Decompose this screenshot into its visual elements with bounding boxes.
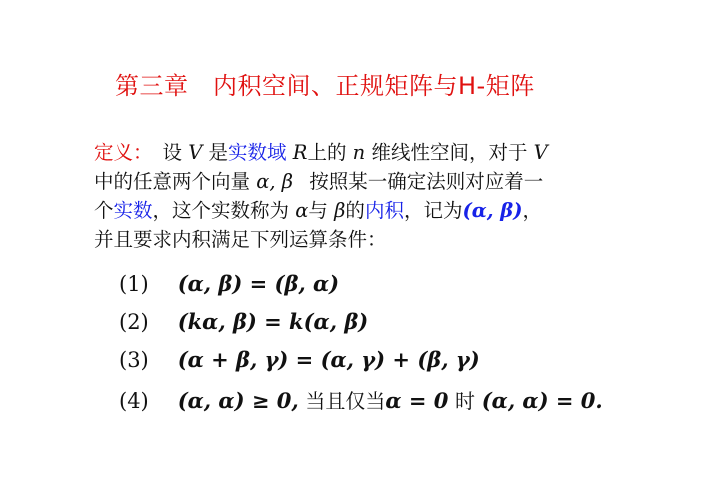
symbol-alpha: α [295, 199, 309, 222]
symbol-R: R [292, 141, 308, 164]
symbol-n: n [352, 141, 366, 164]
text: 是 [208, 141, 229, 164]
condition-1 [119, 271, 603, 309]
symbol-beta: β [334, 199, 346, 222]
condition-3 [119, 347, 603, 385]
text: 上的 [307, 141, 347, 164]
slide-title: 第三章 内积空间、正规矩阵与H-矩阵 [115, 72, 535, 100]
condition-expression: (α + β, γ) = (α, γ) + (β, γ) [177, 347, 480, 372]
definition-block [94, 138, 654, 254]
text: 的 [345, 199, 365, 222]
condition-text: 当且仅当 [305, 389, 386, 413]
text: 按照某一确定法则对应着一 [309, 170, 544, 193]
text: 设 [162, 141, 183, 164]
text: 中的任意两个向量 [94, 170, 251, 193]
condition-expression: (α, α) ≥ 0, [177, 388, 299, 413]
condition-2 [119, 309, 603, 347]
definition-line-3 [94, 196, 654, 225]
text: ，记为 [403, 199, 463, 222]
text: 与 [308, 199, 328, 222]
text: ， [522, 199, 542, 222]
condition-number: (4) [119, 389, 149, 413]
condition-number: (3) [119, 348, 149, 372]
definition-line-4 [94, 225, 654, 254]
condition-expression: (kα, β) = k(α, β) [177, 309, 369, 334]
condition-expression: α = 0 [385, 388, 449, 413]
symbol-alpha-beta: α, β [256, 170, 294, 193]
text: ，这个实数称为 [152, 199, 290, 222]
text: 个 [94, 199, 114, 222]
condition-text: 时 [455, 389, 476, 413]
definition-line-1 [94, 138, 654, 167]
definition-line-2 [94, 167, 654, 196]
condition-number: (2) [119, 310, 149, 334]
condition-number: (1) [119, 272, 149, 296]
inner-product-term: 内积 [364, 199, 404, 222]
condition-expression: (α, β) = (β, α) [177, 271, 340, 296]
definition-label: 定义： [94, 141, 153, 164]
symbol-V: V [188, 141, 203, 164]
text: 并且要求内积满足下列运算条件： [94, 228, 387, 251]
symbol-V: V [533, 141, 548, 164]
text: 维线性空间，对于 [371, 141, 528, 164]
condition-expression: (α, α) = 0. [481, 388, 603, 413]
inner-product-notation: (α, β) [462, 199, 523, 222]
real-field-term: 实数域 [228, 141, 287, 164]
condition-4 [119, 385, 603, 423]
real-number-term: 实数 [113, 199, 153, 222]
conditions-list [119, 271, 603, 423]
